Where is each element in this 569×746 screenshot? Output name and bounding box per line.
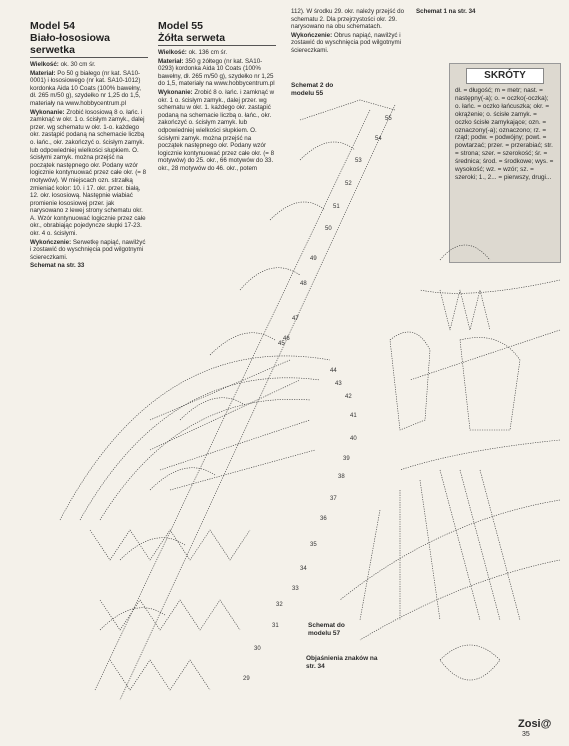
round-numbers (243, 116, 392, 682)
model-54-title: Model 54 (30, 20, 75, 32)
round-number: 52 (345, 181, 352, 187)
round-number: 40 (350, 436, 357, 442)
lattice (110, 660, 210, 690)
radial-arc (420, 280, 560, 293)
model-54-finish: Wykończenie: Serwetkę napiąć, nawilżyć i zostawić do wyschnięcia pod wilgotnymi ściereczkami. (30, 238, 146, 261)
pineapple-lines (440, 290, 490, 330)
scheme-2-label: Schemat 2 do modelu 55 (291, 82, 334, 97)
round-number: 30 (254, 646, 261, 652)
abbreviations-text: dł. = długość; m = metr; nast. = następny(-a); o. = oczko(-oczka); o. łańc. = oczko łańcuszka; okr. = okrążenie; o. ścisłe zamyk. = oczko ścisłe zamykające; ozn. = oznaczony(-a); oznaczono; rz. = rząd; podw. = podwójny; powt. = powtarzać; przer. = przerabiać; str. = strona; szer. = szerokość; śr. = średnica; środ. = środkowe; wys. = wysokość; wz. = wzór; sz. = szeroki; 1., 2... = pierwszy, drugi... (455, 87, 554, 181)
model-54-material: Materiał: Po 50 g białego (nr kat. SA10-0001) i łososiowego (nr kat. SA10-1012) kordonka Aida 10 Coats (100% bawełny, dł. 265 m/50 g), szydełko nr 1,25 do 1,5, materiały na www.hobbycentrum.pl (30, 69, 141, 107)
brand-logo: Zosi@ (518, 718, 552, 730)
scheme-57-label: Schemat do modelu 57 (308, 622, 345, 637)
round-number: 42 (345, 394, 352, 400)
fan (210, 333, 275, 355)
diagram-top-edge (300, 100, 395, 120)
model-54-scheme-ref: Schemat na str. 33 (30, 262, 85, 270)
radial-arc (360, 560, 560, 640)
model-55-material: Materiał: 350 g żółtego (nr kat. SA10-0293) kordonka Aida 10 Coats (100% bawełny, dł. 265 m/50 g), szydełko nr 1,25 do 1,5, materiały na www.hobbycentrum.pl (158, 57, 275, 88)
legend-reference: Objaśnienia znaków na str. 34 (306, 655, 378, 670)
diagram-band-inner (95, 110, 370, 690)
round-number: 51 (333, 204, 340, 210)
round-number: 45 (278, 341, 285, 347)
flower-top (440, 245, 490, 260)
fan (120, 538, 185, 560)
model-55-work: Wykonanie: Zrobić 8 o. łańc. i zamknąć w okr. 1 o. ścisłym zamyk., dalej przer. wg schematu w okr. 1. każdego okr. zastąpić podaną na schemacie liczbą o. łańc., okr. zakończyć o. ścisłym zamyk. lub odpowiedniej wielkości słupkiem. O. ścisłymi zamyk. można przejść na początek następnego okr. Podany wzór logicznie kontynuować przez całe okr. (= 8 motywów) do 25. okr., 66 motywów do 33. okr., 28 motywów do 46. okr., potem (158, 88, 275, 172)
radial-arc (400, 440, 560, 470)
abbreviations-title: SKRÓTY (466, 68, 544, 84)
round-number: 37 (330, 496, 337, 502)
round-number: 46 (283, 336, 290, 342)
large-fan-inner (100, 399, 310, 520)
round-number: 50 (325, 226, 332, 232)
center-ring (440, 645, 500, 680)
large-fan-mid (80, 378, 320, 520)
round-number: 33 (292, 586, 299, 592)
round-number: 32 (276, 602, 283, 608)
round-number: 29 (243, 676, 250, 682)
large-fan-outer (60, 356, 330, 520)
model-55-title: Model 55 (158, 20, 203, 32)
round-number: 38 (338, 474, 345, 480)
radial-arc (340, 500, 560, 600)
round-number: 41 (350, 413, 357, 419)
model-55-scheme-ref: Schemat 1 na str. 34 (416, 8, 476, 15)
fan-spokes (150, 360, 315, 490)
model-54-subtitle: Biało-łososiowa serwetka (30, 32, 110, 56)
round-number: 35 (310, 542, 317, 548)
model-55-size: Wielkość: ok. 136 cm śr. (158, 49, 228, 56)
round-number: 54 (375, 136, 382, 142)
fan (180, 398, 245, 420)
round-number: 31 (272, 623, 279, 629)
fan (300, 142, 355, 160)
round-number: 44 (330, 368, 337, 374)
round-number: 55 (385, 116, 392, 122)
round-number: 49 (310, 256, 317, 262)
lattice (100, 600, 240, 630)
round-number: 34 (300, 566, 307, 572)
fan (240, 268, 300, 290)
round-number: 48 (300, 281, 307, 287)
model-55-finish: Wykończenie: Obrus napiąć, nawilżyć i zostawić do wyschnięcia pod wilgotnymi ściereczkami. (291, 31, 402, 54)
pineapple-left (390, 332, 430, 430)
radial-spokes (360, 470, 520, 620)
round-number: 47 (292, 316, 299, 322)
model-54-size: Wielkość: ok. 30 cm śr. (30, 61, 96, 68)
radial-arc (410, 330, 560, 380)
round-number: 43 (335, 381, 342, 387)
model-54-work: Wykonanie: Zrobić łososiową 8 o. łańc. i zamknąć w okr. 1 o. ścisłym zamyk., dalej przer. wg schematu w okr. 1-o. każdego okr. zastąpić podaną na schemacie liczbą o. łańc., okr. zakończyć o. ścisłym zamyk. lub odpowiedniej wielkości słupkiem. O. ścisłymi zamyk. można przejść na początek następnego okr. Podany wzór logicznie kontynuować przez całe okr. (= 8 motywów). W miejscach ozn. strzałką zmieniać kolor: 10. i 17. okr. przer. białą, 12. okr. łososiową. Następnie wiabiać promienie łososiowej przer. jak narysowano z lewej strony schematu okr. A. Wzór kontynuować logicznie przez całe okr., obrabiając pojedyncze słupki 17-23. okr. 4 o. ścisłymi. (30, 108, 147, 238)
model-55-subtitle: Żółta serweta (158, 32, 226, 44)
round-number: 53 (355, 158, 362, 164)
round-number: 39 (343, 456, 350, 462)
diagram-band-outer (120, 105, 395, 700)
fan (270, 202, 325, 220)
lattice (90, 530, 250, 560)
round-number: 36 (320, 516, 327, 522)
model-55-continued: 112). W środku 29. okr. należy przejść do schematu 2. Dla przejrzystości okr. 29. narysowano na obu schematach. (291, 8, 405, 31)
pineapple-mid (460, 338, 520, 431)
page-number: 35 (522, 731, 530, 738)
